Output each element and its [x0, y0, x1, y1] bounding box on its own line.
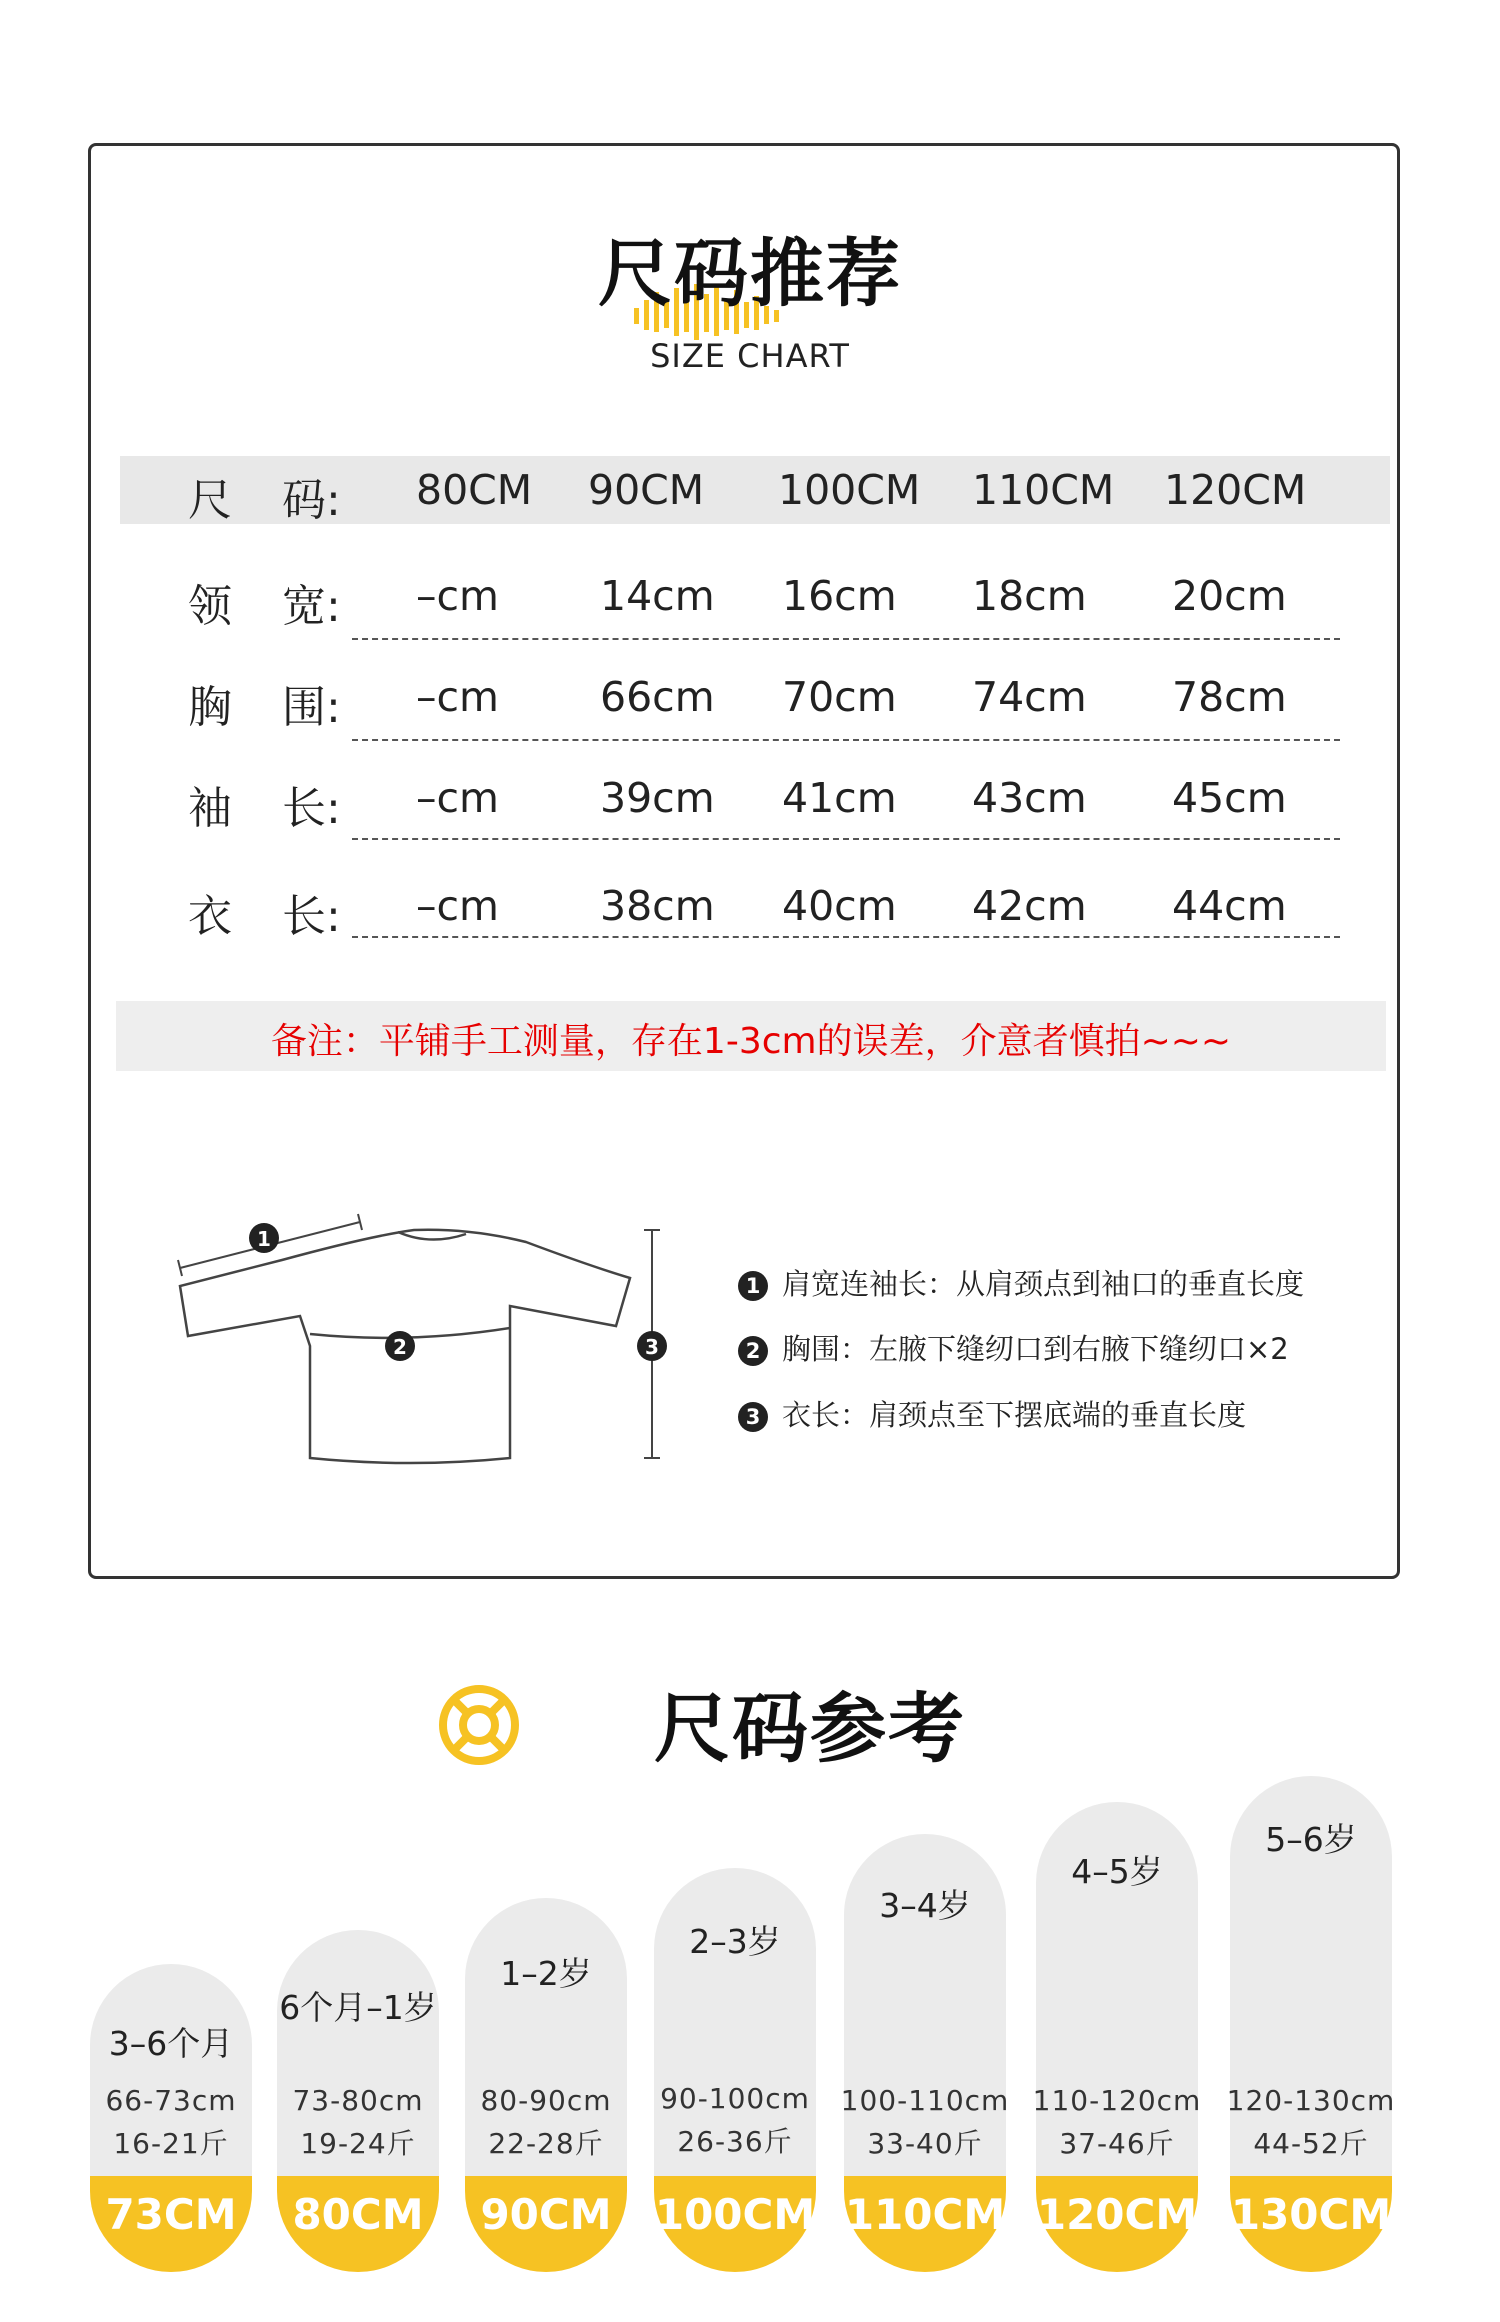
legend-item: [738, 1393, 1246, 1434]
number-badge-icon: 2: [738, 1336, 768, 1366]
age-label: 1–2岁: [500, 1954, 592, 1993]
age-label: 5–6岁: [1265, 1820, 1357, 1859]
height-range: 66-73cm: [105, 2084, 237, 2117]
header-label-b: 码:: [282, 475, 341, 526]
header-size: 90CM: [588, 466, 705, 514]
row-divider: [352, 739, 1340, 741]
weight-range: 19-24斤: [300, 2127, 416, 2160]
weight-range: 22-28斤: [488, 2127, 604, 2160]
height-range: 73-80cm: [292, 2084, 424, 2117]
number-badge-icon: 3: [738, 1402, 768, 1432]
age-label: 2–3岁: [689, 1922, 781, 1961]
svg-text:3: 3: [645, 1335, 659, 1359]
header-size: 120CM: [1164, 466, 1307, 514]
header-label-a: 尺: [188, 475, 232, 526]
weight-range: 16-21斤: [113, 2127, 229, 2160]
row-divider: [352, 838, 1340, 840]
age-label: 3–4岁: [879, 1886, 971, 1925]
weight-range: 44-52斤: [1253, 2127, 1369, 2160]
legend-item: [738, 1327, 1289, 1368]
table-cell: 43cm: [972, 774, 1087, 822]
height-range: 90-100cm: [660, 2082, 810, 2115]
row-label-b: 长:: [282, 891, 341, 942]
table-cell: 42cm: [972, 882, 1087, 930]
legend-text: 胸围：左腋下缝纫口到右腋下缝纫口×2: [782, 1332, 1289, 1366]
height-range: 120-130cm: [1226, 2084, 1396, 2117]
age-label: 3–6个月: [108, 2024, 234, 2063]
row-label-a: 领: [188, 581, 232, 632]
header-size: 110CM: [972, 466, 1115, 514]
size-chart-subtitle: SIZE CHART: [650, 337, 850, 375]
legend-text: 肩宽连袖长：从肩颈点到袖口的垂直长度: [782, 1267, 1305, 1301]
table-cell: 41cm: [782, 774, 897, 822]
size-label: 110CM: [844, 2176, 1006, 2272]
svg-text:2: 2: [393, 1335, 407, 1359]
measurement-note: 备注：平铺手工测量，存在1-3cm的误差，介意者慎拍~~~: [270, 1021, 1232, 1062]
size-label: 130CM: [1230, 2176, 1392, 2272]
table-cell: –cm: [416, 882, 499, 930]
table-cell: –cm: [416, 774, 499, 822]
marker-1-icon: [249, 1223, 279, 1253]
header-size: 100CM: [778, 466, 921, 514]
size-label: 100CM: [654, 2176, 816, 2272]
size-reference-title: 尺码参考: [654, 1684, 966, 1773]
table-cell: 39cm: [600, 774, 715, 822]
size-label: 120CM: [1036, 2176, 1198, 2272]
weight-range: 33-40斤: [867, 2127, 983, 2160]
marker-3-icon: [637, 1331, 667, 1361]
size-chart-title: 尺码推荐: [598, 231, 902, 317]
size-label: 80CM: [277, 2176, 439, 2272]
age-label: 4–5岁: [1071, 1852, 1163, 1891]
table-cell: 16cm: [782, 572, 897, 620]
size-label: 73CM: [90, 2176, 252, 2272]
table-cell: 45cm: [1172, 774, 1287, 822]
table-cell: 20cm: [1172, 572, 1287, 620]
height-range: 80-90cm: [480, 2084, 612, 2117]
header-size: 80CM: [416, 466, 533, 514]
table-cell: –cm: [416, 572, 499, 620]
number-badge-icon: 1: [738, 1271, 768, 1301]
row-divider: [352, 638, 1340, 640]
row-label-b: 长:: [282, 783, 341, 834]
legend-text: 衣长：肩颈点至下摆底端的垂直长度: [782, 1398, 1247, 1432]
height-range: 100-110cm: [840, 2084, 1010, 2117]
weight-range: 37-46斤: [1059, 2127, 1175, 2160]
table-cell: 70cm: [782, 673, 897, 721]
age-label: 6个月–1岁: [279, 1988, 437, 2027]
height-range: 110-120cm: [1032, 2084, 1202, 2117]
row-label-b: 宽:: [282, 581, 341, 632]
table-cell: –cm: [416, 673, 499, 721]
table-cell: 78cm: [1172, 673, 1287, 721]
table-cell: 40cm: [782, 882, 897, 930]
size-label: 90CM: [465, 2176, 627, 2272]
row-divider: [352, 936, 1340, 938]
legend-item: [738, 1262, 1304, 1303]
weight-range: 26-36斤: [677, 2125, 793, 2158]
row-label-a: 袖: [188, 783, 232, 834]
table-cell: 74cm: [972, 673, 1087, 721]
row-label-a: 胸: [188, 682, 232, 733]
table-cell: 14cm: [600, 572, 715, 620]
marker-2-icon: [385, 1331, 415, 1361]
table-cell: 44cm: [1172, 882, 1287, 930]
svg-text:1: 1: [257, 1227, 271, 1251]
table-cell: 18cm: [972, 572, 1087, 620]
table-cell: 66cm: [600, 673, 715, 721]
row-label-b: 围:: [282, 682, 341, 733]
table-cell: 38cm: [600, 882, 715, 930]
garment-diagram: [170, 1196, 690, 1478]
row-label-a: 衣: [188, 891, 232, 942]
